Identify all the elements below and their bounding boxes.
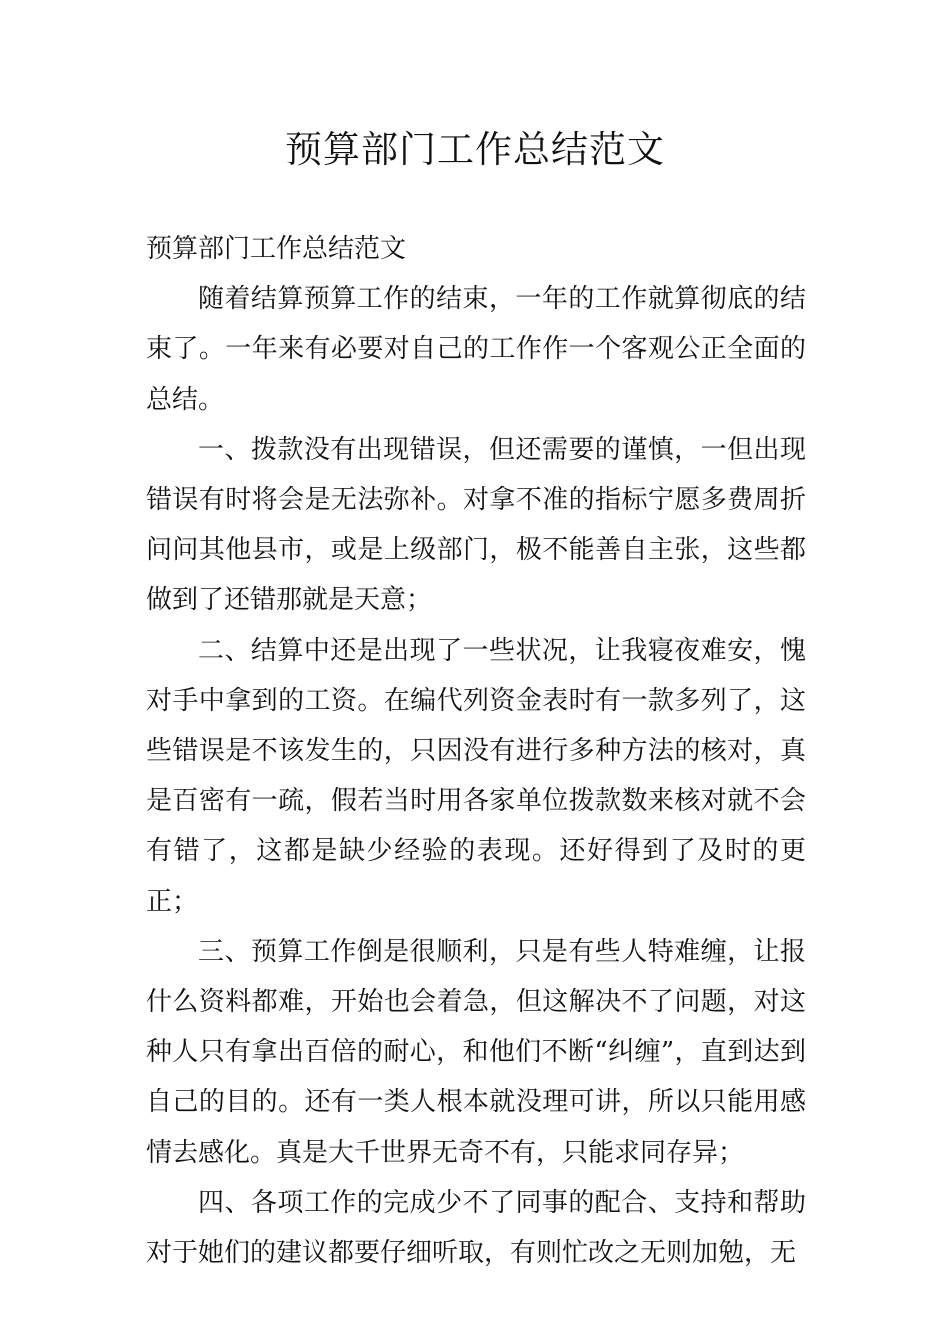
paragraph-item-1: 一、拨款没有出现错误，但还需要的谨慎，一但出现错误有时将会是无法弥补。对拿不准的指标宁愿多费周折问问其他县市，或是上级部门，极不能善自主张，这些都做到了还错那就是天意； xyxy=(146,434,806,616)
document-body xyxy=(146,224,806,1278)
paragraph-item-4: 四、各项工作的完成少不了同事的配合、支持和帮助对于她们的建议都要仔细听取，有则忙改之无则加勉，无 xyxy=(146,1187,806,1269)
document-title: 预算部门工作总结范文 xyxy=(285,128,665,171)
paragraph-item-3: 三、预算工作倒是很顺利，只是有些人特难缠，让报什么资料都难，开始也会着急，但这解决不了问题，对这种人只有拿出百倍的耐心，和他们不断“纠缠”，直到达到自己的目的。还有一类人根本就没理可讲，所以只能用感情去感化。真是大千世界无奇不有，只能求同存异； xyxy=(146,936,806,1168)
paragraph-item-2: 二、结算中还是出现了一些状况，让我寝夜难安，愧对手中拿到的工资。在编代列资金表时有一款多列了，这些错误是不该发生的，只因没有进行多种方法的核对，真是百密有一疏，假若当时用各家单位拨款数来核对就不会有错了，这都是缺少经验的表现。还好得到了及时的更正； xyxy=(146,635,806,917)
paragraph-intro: 随着结算预算工作的结束，一年的工作就算彻底的结束了。一年来有必要对自己的工作作一个客观公正全面的总结。 xyxy=(146,284,806,415)
document-subtitle: 预算部门工作总结范文 xyxy=(146,234,407,264)
